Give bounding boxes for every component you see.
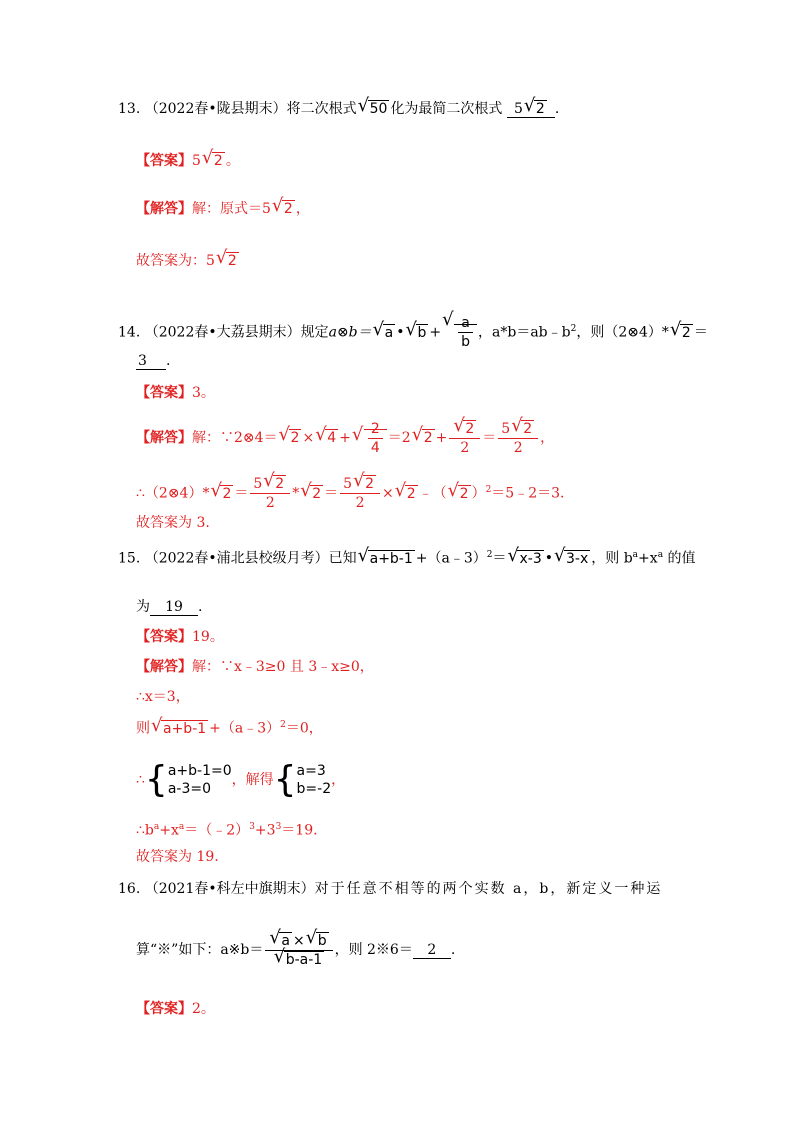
question-number: 14. xyxy=(118,324,141,341)
answer-line: 【答案】5√ 2 。 xyxy=(136,152,240,170)
answer-blank: 2 xyxy=(413,942,451,959)
question-14: 14. （2022春•大荔县期末）规定a⊗b＝√ a •√ b + √ $\frac{a}{b}$ ，$a*b=ab﹣b^2$，则（2⊗4）*√ 2 ＝ xyxy=(118,314,708,351)
question-source: （2022春•陇县期末） xyxy=(144,101,287,117)
conclusion-line: 故答案为 3. xyxy=(136,515,210,531)
solution-line: 【解答】解：∵2⊗4＝√ 2 ×√ 4 + √ $\frac{2}{4}$ ＝2√ 2 + √ $\frac{2}{2}$ ＝ $\frac{5√ 2}{2}$ ， xyxy=(136,418,554,458)
sqrt-expression: √ 50 xyxy=(358,100,390,118)
answer-label: 【答案】 xyxy=(136,153,192,169)
solution-line: 【解答】解：原式＝5√ 2 ， xyxy=(136,200,310,218)
question-16-line2: 算“※”如下：a※b＝ √ a ×√ b √ b-a-1 ，则 2※6＝ 2 . xyxy=(136,928,455,972)
question-source: （2022春•浦北县校级月考）已知 xyxy=(144,550,357,567)
answer-blank: 5√ 2 xyxy=(507,101,555,118)
solution-line-3: 则√ a+b-1 +（a﹣3）$^2$＝0， xyxy=(136,716,323,738)
question-text: 化为最简二次根式 xyxy=(390,101,503,117)
solution-line-5: $\therefore b^a+x^a=(﹣2)^3+3^3=19$. xyxy=(136,822,318,839)
question-text: 将二次根式 xyxy=(286,101,357,117)
answer-label: 【答案】 xyxy=(136,629,192,645)
equation-system: { a+b-1=0 a-3=0 xyxy=(144,759,232,800)
question-source: （2021春•科左中旗期末） xyxy=(144,881,315,897)
question-15-line2: 为 19 . xyxy=(136,599,203,615)
solution-label: 【解答】 xyxy=(136,430,192,446)
equation-system-line: ∴ { a+b-1=0 a-3=0 ，解得 { a=3 b=-2 ， xyxy=(136,759,346,800)
solution-line-2: ∴x＝3， xyxy=(136,689,190,705)
question-source: （2022春•大荔县期末）规定 xyxy=(144,324,329,341)
question-14-line2: 3 . xyxy=(138,353,171,369)
answer-label: 【答案】 xyxy=(136,385,192,401)
solution-line: 【解答】解：∵x﹣3≥0 且 3﹣x≥0， xyxy=(136,659,374,675)
answer-blank: 3 xyxy=(136,353,166,370)
question-number: 16. xyxy=(118,881,141,897)
period: . xyxy=(554,101,560,117)
solution-system: { a=3 b=-2 xyxy=(273,759,332,800)
answer-label: 【答案】 xyxy=(136,1001,192,1017)
question-number: 15. xyxy=(118,550,141,567)
solution-label: 【解答】 xyxy=(136,201,192,217)
question-13 xyxy=(118,100,559,118)
answer-line: 【答案】3。 xyxy=(136,385,215,401)
solution-line-2: ∴（2⊗4）*√ 2 ＝ $\frac{5√ 2}{2}$ *√ 2 ＝ $\frac{5√ 2}{2}$ ×√ 2 ﹣（√ 2 ）$^2$＝5﹣2＝3. xyxy=(136,470,564,514)
solution-label: 【解答】 xyxy=(136,659,192,675)
answer-line: 【答案】19。 xyxy=(136,629,224,645)
question-15: 15. （2022春•浦北县校级月考）已知√ a+b-1 +（a﹣3）$^2$＝√ x-3 •√ 3-x ，则 $b^a+x^a$ 的值 xyxy=(118,546,696,568)
question-number: 13. xyxy=(118,101,141,117)
answer-line: 【答案】2。 xyxy=(136,1001,215,1017)
question-16: 16. （2021春•科左中旗期末）对于任意不相等的两个实数 a，b，新定义一种运 xyxy=(118,881,663,897)
conclusion-line: 故答案为：5√ 2 xyxy=(136,252,240,270)
answer-blank: 19 xyxy=(150,599,198,616)
conclusion-line: 故答案为 19. xyxy=(136,849,219,865)
